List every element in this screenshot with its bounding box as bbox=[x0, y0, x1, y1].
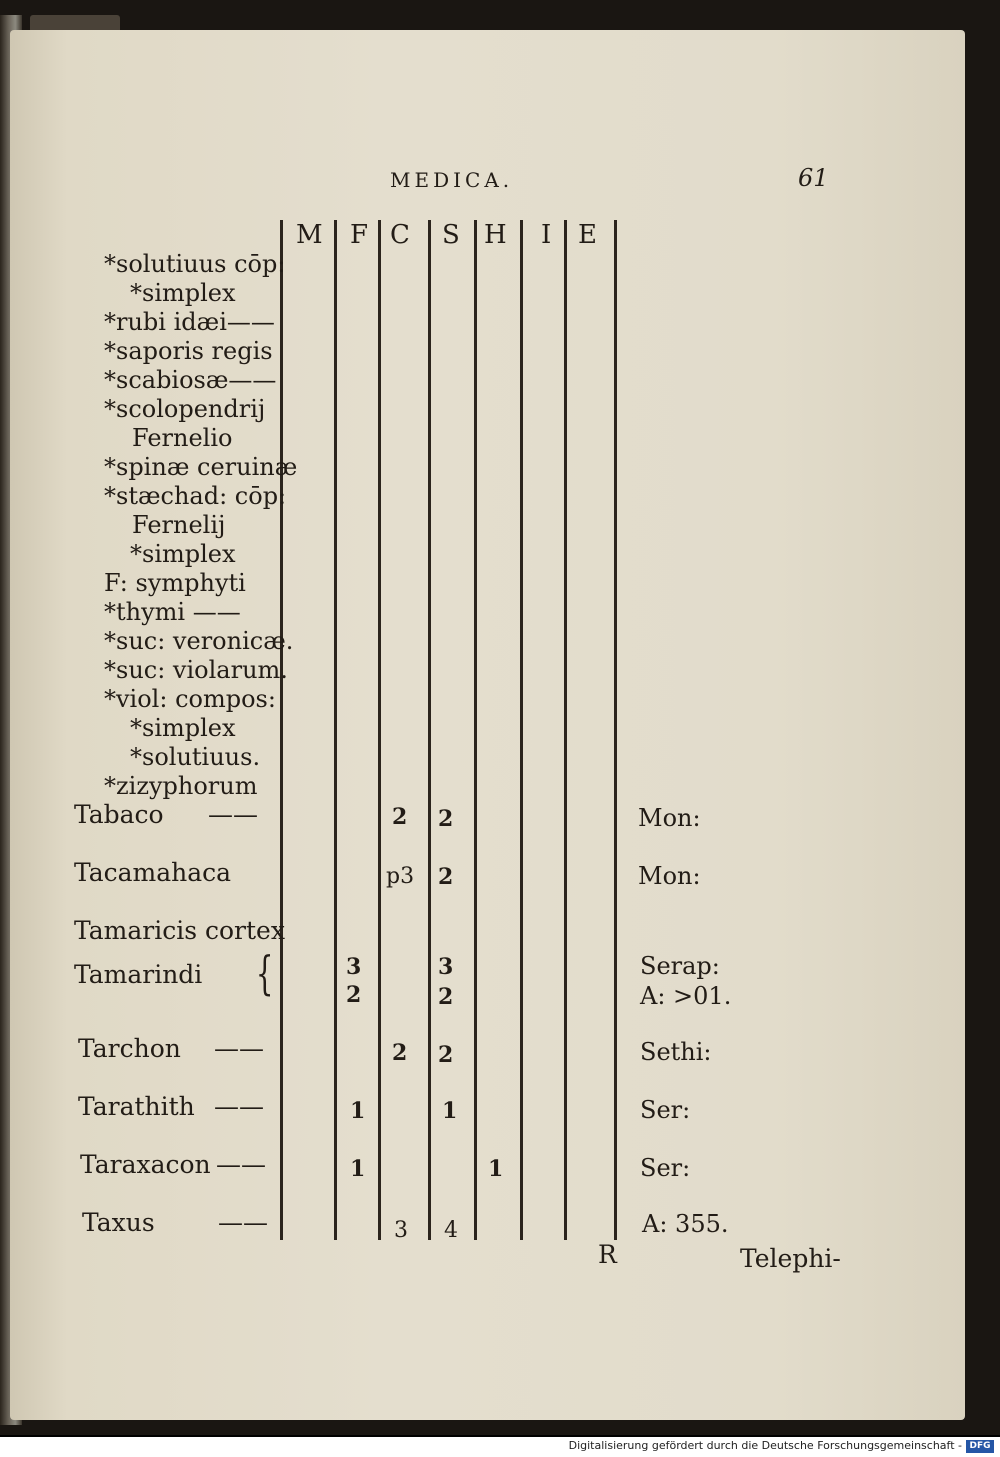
cell-value: 1 bbox=[442, 1098, 458, 1124]
column-rule bbox=[564, 220, 567, 1240]
column-header-i: I bbox=[541, 220, 552, 250]
entry-name: Tarchon bbox=[78, 1034, 181, 1063]
column-rule bbox=[334, 220, 337, 1240]
entry-line: *suc: veronicæ. bbox=[104, 627, 294, 655]
column-rule bbox=[280, 220, 283, 1240]
cell-value: 1 bbox=[488, 1156, 504, 1182]
entry-dash: —— bbox=[214, 1034, 264, 1063]
cell-value: p3 bbox=[386, 864, 415, 889]
running-title: MEDICA. bbox=[390, 168, 514, 192]
cell-value: 3 bbox=[346, 954, 362, 980]
column-rule bbox=[520, 220, 523, 1240]
column-rule bbox=[474, 220, 477, 1240]
entry-name: Taraxacon bbox=[80, 1150, 211, 1179]
cell-value: 2 bbox=[438, 806, 454, 832]
entry-reference: Ser: bbox=[640, 1096, 691, 1124]
entry-line: *simplex bbox=[130, 714, 236, 742]
cell-value: 2 bbox=[438, 864, 454, 890]
entry-line: Fernelio bbox=[132, 424, 233, 452]
entry-reference: A: >01. bbox=[640, 982, 732, 1010]
cell-value: 2 bbox=[392, 1040, 408, 1066]
page-number: 61 bbox=[798, 164, 829, 192]
entry-line: *spinæ ceruinæ bbox=[104, 453, 298, 481]
entry-name: Tabaco bbox=[74, 800, 164, 829]
entry-reference: Mon: bbox=[638, 804, 701, 832]
column-header-h: H bbox=[484, 220, 507, 250]
entry-line: *solutiuus. bbox=[130, 743, 261, 771]
footer-credit: Digitalisierung gefördert durch die Deutsche Forschungsgemeinschaft - bbox=[568, 1439, 962, 1452]
column-header-e: E bbox=[578, 220, 597, 250]
cell-value: 2 bbox=[346, 982, 362, 1008]
cell-value: 2 bbox=[438, 984, 454, 1010]
cell-value: 1 bbox=[350, 1098, 366, 1124]
entry-line: F: symphyti bbox=[104, 569, 246, 597]
entry-line: *viol: compos: bbox=[104, 685, 276, 713]
entry-dash: —— bbox=[208, 800, 258, 829]
cell-value: 3 bbox=[394, 1218, 408, 1243]
entry-line: *scolopendrij bbox=[104, 395, 266, 423]
entry-dash: —— bbox=[214, 1092, 264, 1121]
column-header-s: S bbox=[442, 220, 460, 250]
entry-line: *scabiosæ—— bbox=[104, 366, 277, 394]
entry-reference: Ser: bbox=[640, 1154, 691, 1182]
entry-line: *thymi —— bbox=[104, 598, 241, 626]
catchword: Telephi- bbox=[740, 1244, 841, 1273]
entry-name: Tamarindi bbox=[74, 960, 203, 989]
entry-name: Tarathith bbox=[78, 1092, 195, 1121]
entry-dash: —— bbox=[216, 1150, 266, 1179]
entry-line: *solutiuus cōp: bbox=[104, 250, 286, 278]
cell-value: 2 bbox=[438, 1042, 454, 1068]
column-rule bbox=[378, 220, 381, 1240]
entry-reference: Serap: bbox=[640, 952, 720, 980]
entry-line: *simplex bbox=[130, 540, 236, 568]
entry-name: Tacamahaca bbox=[74, 858, 232, 887]
column-header-c: C bbox=[390, 220, 410, 250]
entry-reference: A: 355. bbox=[642, 1210, 729, 1238]
entry-line: *saporis regis bbox=[104, 337, 273, 365]
entry-dash: —— bbox=[218, 1208, 268, 1237]
brace-mark: { bbox=[255, 946, 274, 1000]
entry-line: *zizyphorum bbox=[104, 772, 258, 800]
entry-line: Fernelij bbox=[132, 511, 226, 539]
entry-name: Tamaricis cortex bbox=[74, 916, 285, 945]
column-rule bbox=[428, 220, 431, 1240]
digitization-footer bbox=[0, 1437, 1000, 1457]
entry-line: *rubi idæi—— bbox=[104, 308, 275, 336]
cell-value: 1 bbox=[350, 1156, 366, 1182]
column-header-f: F bbox=[350, 220, 369, 250]
entry-line: *simplex bbox=[130, 279, 236, 307]
cell-value: 4 bbox=[444, 1218, 458, 1243]
entry-reference: Sethi: bbox=[640, 1038, 712, 1066]
cell-value: 2 bbox=[392, 804, 408, 830]
dfg-logo-icon: DFG bbox=[966, 1440, 994, 1453]
column-rule bbox=[614, 220, 617, 1240]
entry-line: *suc: violarum. bbox=[104, 656, 288, 684]
column-header-m: M bbox=[296, 220, 323, 250]
signature-mark: R bbox=[598, 1240, 617, 1269]
entry-name: Taxus bbox=[82, 1208, 155, 1237]
entry-reference: Mon: bbox=[638, 862, 701, 890]
cell-value: 3 bbox=[438, 954, 454, 980]
entry-line: *stæchad: cōp: bbox=[104, 482, 287, 510]
